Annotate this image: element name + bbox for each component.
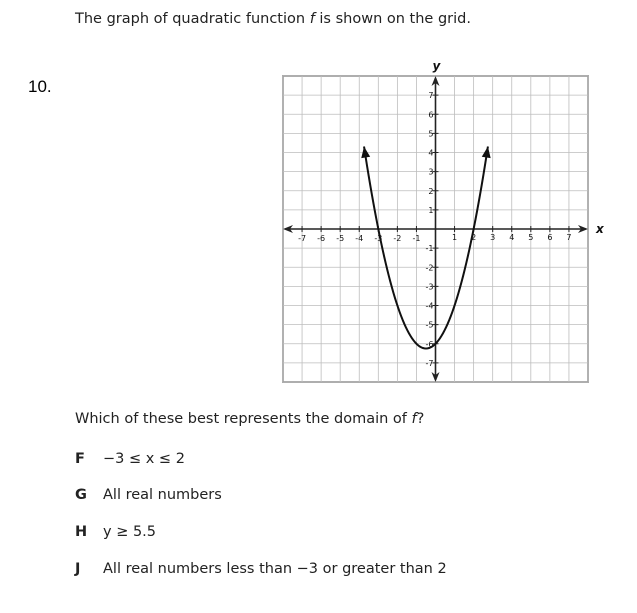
y-tick-label: 7	[428, 91, 434, 101]
y-tick-label: 5	[428, 129, 434, 139]
y-tick-label: -7	[425, 358, 434, 368]
question-text	[75, 411, 424, 427]
choice-text: All real numbers less than −3 or greater than 2	[103, 561, 447, 577]
x-tick-label: 2	[471, 233, 477, 242]
x-tick-label: -5	[336, 234, 345, 243]
axes	[283, 76, 588, 382]
y-tick-label: 3	[428, 167, 434, 177]
choice-letter: J	[75, 561, 81, 577]
intro-text	[75, 11, 471, 27]
y-tick-label: -5	[425, 320, 434, 330]
x-tick-label: 6	[547, 233, 553, 242]
y-tick-label: -2	[425, 263, 434, 273]
x-tick-label: -7	[298, 234, 307, 243]
intro-before: The graph of quadratic function	[75, 11, 310, 27]
y-tick-label: -6	[425, 339, 434, 349]
choice-j[interactable]	[75, 561, 447, 577]
choice-f[interactable]	[75, 451, 185, 467]
y-tick-label: 1	[428, 205, 434, 215]
parabola-graph	[270, 55, 605, 385]
y-tick-label: 4	[428, 148, 434, 158]
question-after: ?	[416, 411, 425, 427]
y-tick-label: 2	[428, 186, 434, 196]
question-number: 10.	[28, 77, 52, 96]
y-tick-label: -3	[425, 282, 434, 292]
x-tick-label: -3	[374, 234, 383, 243]
choice-g[interactable]	[75, 487, 222, 503]
x-tick-label: -6	[317, 234, 326, 243]
question-var: f	[411, 411, 417, 427]
intro-after: is shown on the grid.	[314, 11, 471, 27]
intro-var: f	[309, 11, 315, 27]
choice-letter: H	[75, 524, 88, 540]
x-axis-label: x	[596, 222, 604, 236]
choice-text: All real numbers	[103, 487, 222, 503]
y-tick-label: -1	[425, 244, 434, 254]
choice-letter: G	[75, 487, 87, 503]
y-tick-label: 6	[428, 110, 434, 120]
choice-letter: F	[75, 451, 85, 467]
x-tick-label: 4	[509, 233, 515, 242]
x-tick-label: -1	[412, 234, 421, 243]
choice-text: y ≥ 5.5	[103, 524, 157, 540]
x-tick-label: 5	[528, 233, 534, 242]
x-tick-label: 3	[490, 233, 496, 242]
y-axis-label: y	[432, 59, 441, 73]
y-tick-label: -4	[425, 301, 434, 311]
x-tick-label: 7	[566, 233, 572, 242]
x-tick-label: 1	[452, 233, 458, 242]
x-tick-label: -2	[393, 234, 402, 243]
x-tick-label: -4	[355, 234, 364, 243]
choice-h[interactable]	[75, 524, 156, 540]
question-before: Which of these best represents the domain of	[75, 411, 412, 427]
choice-text: −3 ≤ x ≤ 2	[103, 451, 185, 467]
